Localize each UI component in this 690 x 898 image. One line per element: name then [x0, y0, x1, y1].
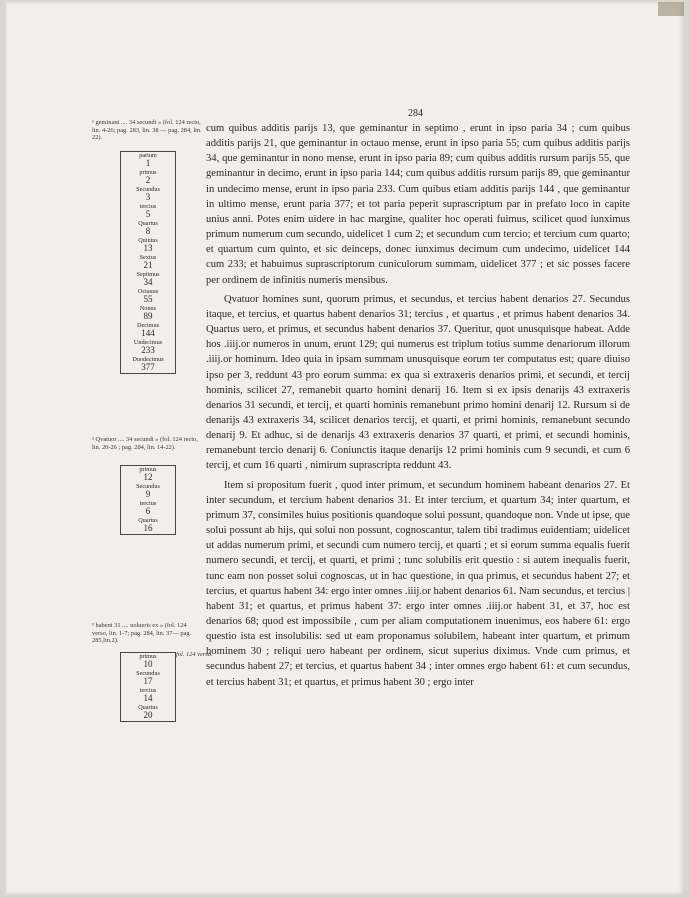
table-row-label: parium — [139, 152, 157, 159]
table-row-label: Septimus — [136, 271, 160, 278]
table-row-value: 9 — [145, 489, 151, 500]
table-row-label: Nonus — [139, 305, 157, 312]
table-row-value: 20 — [143, 710, 153, 721]
page-corner-tab — [658, 2, 684, 16]
table-row-label: Quartus — [138, 517, 158, 524]
table-row-value: 17 — [143, 676, 153, 687]
table-row-value: 14 — [143, 693, 153, 704]
table-row-label: Quartus — [138, 704, 158, 711]
table-row-value: 5 — [145, 209, 151, 220]
table-row-value: 2 — [145, 175, 151, 186]
table-row-label: primus — [139, 466, 157, 473]
table-row-label: tercius — [139, 687, 157, 694]
margin-note-2: ² Qvatuor .... 34 secundi » (fol. 124 recto, lin. 20-26 ; pag. 284, lin. 14-22). — [92, 436, 198, 451]
table-row-value: 89 — [143, 311, 153, 322]
main-text — [206, 121, 630, 694]
table-row-label: Secundus — [136, 670, 160, 677]
table-row-value: 3 — [145, 192, 151, 203]
table-row-value: 13 — [143, 243, 153, 254]
table-row-value: 6 — [145, 506, 151, 517]
table-row-value: 10 — [143, 659, 153, 670]
table-row-label: Quartus — [138, 220, 158, 227]
table-row-label: primus — [139, 653, 157, 660]
table-row-value: 1 — [145, 158, 151, 169]
margin-note-1: ¹ geminant .... 34 secundi » (fol. 124 recto, lin. 4-26; pag. 283, lin. 38 — pag. 284, lin. 22). — [92, 119, 202, 142]
table-row-label: tercius — [139, 203, 157, 210]
table-row-label: Undecimus — [133, 339, 163, 346]
solvable-table — [120, 652, 176, 722]
table-row-label: Octauus — [137, 288, 159, 295]
table-row-label: Quintus — [138, 237, 158, 244]
table-row-value: 12 — [143, 472, 153, 483]
table-row-label: Secundus — [136, 483, 160, 490]
fibonacci-table — [120, 151, 176, 374]
table-row-label: primus — [139, 169, 157, 176]
table-row-value: 8 — [145, 226, 151, 237]
table-row-label: Duodecimus — [132, 356, 164, 363]
table-row-label: Sextus — [139, 254, 157, 261]
table-row-value: 16 — [143, 523, 153, 534]
table-row-value: 34 — [143, 277, 153, 288]
table-row-value: 233 — [141, 345, 155, 356]
folio-label: fol. 124 verso. — [176, 651, 213, 658]
table-row-value: 144 — [141, 328, 155, 339]
paragraph-1: cum quibus additis parijs 13, que geminantur in septimo , erunt in ipso paria 34 ; cum quibus additis parijs 21, que geminantur in octauo mense, erunt in ipso paria 55; cum quibus additis parijs 34, que geminantur in nono mense, erunt in ipso paria 89; cum quibus additis rursum parijs 55, que geminantur in decimo, erunt in ipso paria 144; cum quibus additis rursum parijs 89, que geminantur in undecimo mense, erunt in ipso paria 233. Cum quibus etiam additis parijs 144 , que geminantur in ultimo mense, erunt paria 377; et tot paria peperit suprascriptum par in prefato loco in capite unius anni. Potes enim uidere in hac margine, qualiter hoc operati fuimus, scilicet quod iunximus primum numerum cum secundo, uidelicet 1 cum 2; et secundum cum tercio; et tercium cum quarto; et quartum cum quinto, et sic deinceps, donec iunximus decimum cum undecimo, uidelicet 144 cum 233; et habuimus suprascriptorum cuniculorum summam, uidelicet 377 ; et sic posses facere per ordinem de infinitis numeris mensibus. — [206, 123, 630, 286]
table-row-label: Secundus — [136, 186, 160, 193]
denarii-table — [120, 465, 176, 535]
table-row-label: Decimus — [137, 322, 159, 329]
paragraph-2: Qvatuor homines sunt, quorum primus, et secundus, et tercius habent denarios 27. Secundus itaque, et tercius, et quartus habent denarios 31; tercius , et quartus , et primus habent denarios 34. Quartus uero, et primus, et secundus habent denarios 37. Queritur, quot unusquisque habeat. Adde hos .iiij.or numeros in unum, erunt 129; qui numerus est triplum totius summe denariorum illorum .iiij.or hominum. Ideo quia in ipsam summam unusquisque eorum ter computatus est; quare diuiso ipso per 3, reddunt 43 pro eorum summa: ex qua si extraxeris denarios primi, et secundi, et tercij hominis, scilicet 27, remanebit quarto homini denarij 16. Item si ex ipsis denarijs 43 extraxeris denarios 31 secundi, et tercij, et quarti hominis remanebunt primo homini denarij 12. Rursum si de denarijs 43 extraxeris 34, scilicet denarios tercij, et quarti, et primi hominis, remanebunt secundo denarij 9. Et adhuc, si de denarijs 43 extraxeris denarios 37 quarti, et primi, et secundi hominis, remanebunt tercio denarij 6. Coniunctis itaque denarijs 12 primi hominis cum 9 secundi, et cum 6 tercij, et cum 16 quarti , nimirum suprascripta reddunt 43. — [206, 293, 630, 472]
book-page — [6, 2, 684, 894]
table-row-value: 21 — [143, 260, 153, 271]
table-row-value: 55 — [143, 294, 153, 305]
table-row-label: tercius — [139, 500, 157, 507]
table-row-value: 377 — [141, 362, 155, 373]
paragraph-3: Item si propositum fuerit , quod inter primum, et secundum hominem habeant denarios 27. Et inter secundum, et tercium habent denarios 31. Et inter tercium, et quartum 34; inter quartum, et primum 37, consimiles huius positionis quandoque solui possunt, quandoque non. Vnde ut ipse, que solui possunt ab hijs, qui solui non possunt, cognoscantur, talem tibi tradimus euidentiam; uidelicet ut addas numerum primi, et secundi cum numero tercij, et quarti ; et si eorum summa equalis fuerit numero secundi, et tercij, et quarti, et primi ; tunc solubilis erit questio : si autem inequalis fuerit, tunc eam non posset solui cognoscas, ut in hac questione, in qua primus, et secundus habent 27; et tercius, et quartus habent 34: ergo inter omnes .iiij.or habent denarios 61. Nam secundus, et tercius | habent 31; et quartus, et primus habent 37: ergo inter omnes .iiij.or habent 31, et 37, hoc est denarios 68; quod est impossibile , cum per aliam computationem inuenimus, eos habere 61: ergo questio ista est insolubilis: sed ut eam proponamus solubilem, habeant inter quartum, et primum hominem 30 ; reliqui uero habeant per ordinem, sicut superius diximus. Vnde cum primus, et secundus habent 27; et tercius, et quartus habent 34 ; inter omnes ergo habent 61: et cum secundus, et tercius habent 31; et quartus, et primus habent 30 ; ergo inter — [206, 479, 630, 688]
page-number: 284 — [408, 108, 423, 119]
margin-note-3: ³ habent 31 .... uolueris ex » (fol. 124 verso, lin. 1-7; pag. 284, lin. 37— pag. 285,lin.2). — [92, 622, 192, 645]
